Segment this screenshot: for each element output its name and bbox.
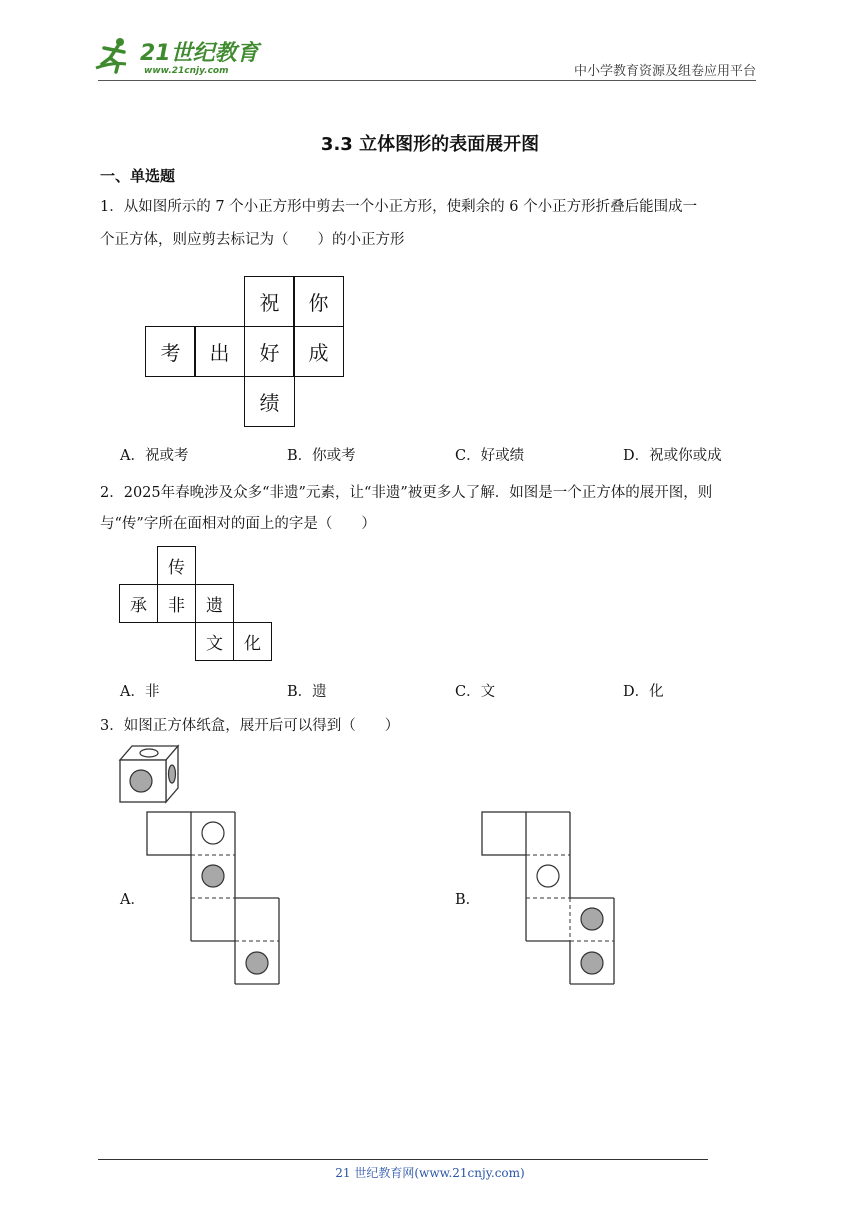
q2-option-a: A．非 [120, 684, 160, 700]
q2-cell: 传 [157, 546, 196, 585]
q1-option-b: B．你或考 [287, 448, 356, 464]
q1-text-line1: 1．从如图所示的 7 个小正方形中剪去一个小正方形，使剩余的 6 个小正方形折叠后能围成一 [100, 199, 698, 215]
q3-option-a-net [144, 809, 284, 989]
top-hollow-circle-icon [140, 749, 158, 757]
q2-cell: 遗 [195, 584, 234, 623]
footer-divider [98, 1159, 708, 1160]
q3-option-a-label: A． [120, 892, 145, 908]
q1-cell: 祝 [244, 276, 295, 327]
section-heading: 一、单选题 [100, 167, 176, 185]
logo-text: 21世纪教育 [140, 41, 259, 66]
q2-option-d: D．化 [623, 684, 664, 700]
q1-cell: 考 [145, 326, 196, 377]
q3-option-b-net [479, 809, 619, 989]
filled-circle-icon [202, 865, 224, 887]
q1-cell: 成 [293, 326, 344, 377]
q1-option-a: A．祝或考 [120, 448, 189, 464]
q2-cell: 化 [233, 622, 272, 661]
front-filled-circle-icon [130, 770, 152, 792]
hollow-circle-icon [537, 865, 559, 887]
q1-option-c: C．好或绩 [455, 448, 525, 464]
hollow-circle-icon [202, 822, 224, 844]
q1-cell: 好 [244, 326, 295, 377]
q1-option-d: D．祝或你或成 [623, 448, 722, 464]
q2-cell: 承 [119, 584, 158, 623]
q3-option-b-label: B． [455, 892, 481, 908]
q2-cell: 文 [195, 622, 234, 661]
q3-cube-figure [116, 742, 186, 804]
q1-cell: 绩 [244, 376, 295, 427]
header-divider [98, 80, 756, 81]
side-filled-circle-icon [169, 765, 176, 783]
runner-logo-icon [92, 34, 262, 80]
q2-text-line1: 2．2025年春晚涉及众多“非遗”元素，让“非遗”被更多人了解．如图是一个正方体的展开图，则 [100, 485, 713, 501]
q1-cell: 你 [293, 276, 344, 327]
q3-text-line1: 3．如图正方体纸盒，展开后可以得到（ ） [100, 718, 400, 734]
filled-circle-icon [581, 952, 603, 974]
footer-link[interactable]: 21 世纪教育网(www.21cnjy.com) [335, 1166, 525, 1180]
q2-cell: 非 [157, 584, 196, 623]
filled-circle-icon [581, 908, 603, 930]
filled-circle-icon [246, 952, 268, 974]
q2-text-line2: 与“传”字所在面相对的面上的字是（ ） [100, 516, 376, 532]
q2-option-b: B．遗 [287, 684, 327, 700]
q1-cell: 出 [194, 326, 245, 377]
logo-url: www.21cnjy.com [144, 66, 229, 76]
site-logo [92, 34, 262, 80]
page-title: 3.3 立体图形的表面展开图 [320, 134, 540, 155]
q1-text-line2: 个正方体，则应剪去标记为（ ）的小正方形 [100, 232, 405, 248]
q2-option-c: C．文 [455, 684, 496, 700]
header-site-name: 中小学教育资源及组卷应用平台 [573, 64, 756, 79]
